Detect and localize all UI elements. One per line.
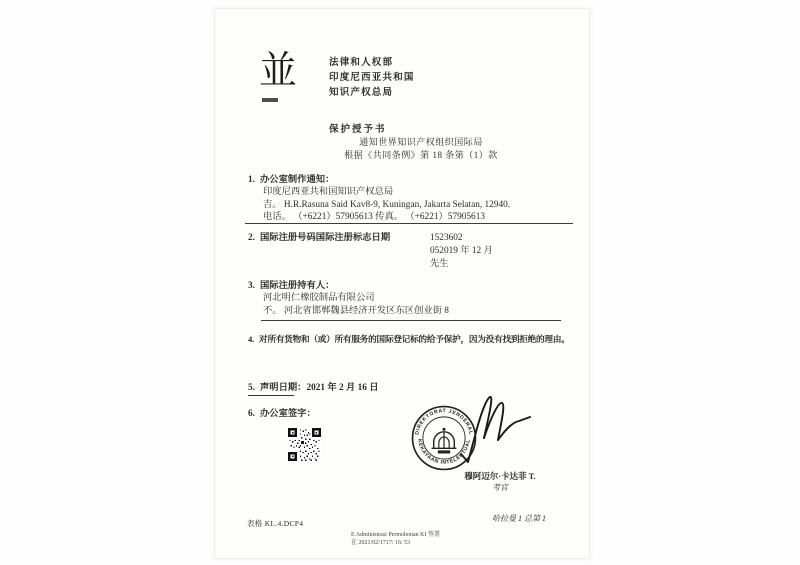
fine-print-line: E Administrasi Permohonan KI 签署 xyxy=(351,532,440,538)
ministry-line: 法律和人权部 xyxy=(329,58,394,68)
ministry-line: 印度尼西亚共和国 xyxy=(329,73,415,83)
office-address: 吉。 H.R.Rasuna Said Kav8-9, Kuningan, Jakarta Selatan, 12940. xyxy=(263,199,511,210)
section-title: 国际注册号码国际注册标志日期 xyxy=(259,233,391,243)
ministry-line: 知识产权总局 xyxy=(329,88,394,98)
section-number: 2. xyxy=(248,233,255,243)
section-number: 4. xyxy=(248,334,255,344)
divider xyxy=(261,320,561,321)
holder-name: 河北明仁橡胶制品有限公司 xyxy=(263,293,375,304)
section-number: 1. xyxy=(248,175,255,185)
stamp-arc-top-text: DIREKTORAT JENDERAL xyxy=(414,408,474,436)
holder-address: 不。 河北省邯郸魏县经济开发区东区创业街 8 xyxy=(263,305,449,316)
page-number-label: 哈拉曼 1 总第 1 xyxy=(492,514,546,523)
section-office-signature xyxy=(248,408,316,420)
signer-name: 穆阿迈尔·卡达菲 T. xyxy=(464,471,536,481)
section-number: 5. xyxy=(248,383,255,393)
section-title: 声明日期：2021 年 2 月 16 日 xyxy=(259,383,379,393)
section-title: 对所有货物和（或）所有服务的国际登记标的给予保护，因为没有找到拒绝的理由。 xyxy=(259,334,570,344)
subtitle-line: 根据《共同条例》第 18 条第（1）款 xyxy=(344,150,498,160)
form-code: 表格 KL.4.DCP4 xyxy=(247,519,304,528)
section-title: 国际注册持有人： xyxy=(259,281,335,291)
qr-code xyxy=(288,428,321,461)
section-protection-statement xyxy=(248,333,570,345)
registration-salutation: 先生 xyxy=(430,259,449,269)
section-statement-date xyxy=(248,382,379,394)
office-name: 印度尼西亚共和国知识产权总局 xyxy=(263,187,394,198)
document-title: 保护授予书 xyxy=(329,125,387,135)
stamp-arc-bottom-text: KEKAYAAN INTELEKTUAL xyxy=(416,438,472,466)
ministry-logo-caption xyxy=(262,98,278,102)
fine-print-line: 在 2021/02/1717: 16: 53 xyxy=(351,539,411,546)
office-phone-fax: 电话。 （+6221）57905613 传真。 （+6221）57905613 xyxy=(263,211,485,222)
document-subtitle xyxy=(293,136,549,162)
section-registration xyxy=(248,232,391,244)
subtitle-line: 通知世界知识产权组织国际局 xyxy=(359,137,483,147)
ministry-header xyxy=(329,56,415,101)
section-office-notice xyxy=(248,174,510,223)
certificate-page xyxy=(214,8,590,559)
section-number: 6. xyxy=(248,409,255,419)
registration-number: 1523602 xyxy=(430,233,463,243)
signer-title: 考官 xyxy=(492,483,508,492)
section-holder xyxy=(248,280,449,317)
ministry-logo: 並 xyxy=(259,50,298,92)
registration-values xyxy=(430,232,493,271)
section-number: 3. xyxy=(248,281,255,291)
section-title: 办公室签字： xyxy=(259,409,316,419)
section-title: 办公室制作通知： xyxy=(259,175,335,185)
registration-date: 052019 年 12 月 xyxy=(430,246,493,256)
signature-scribble xyxy=(453,392,533,472)
divider xyxy=(245,223,573,224)
fine-print xyxy=(351,532,440,547)
